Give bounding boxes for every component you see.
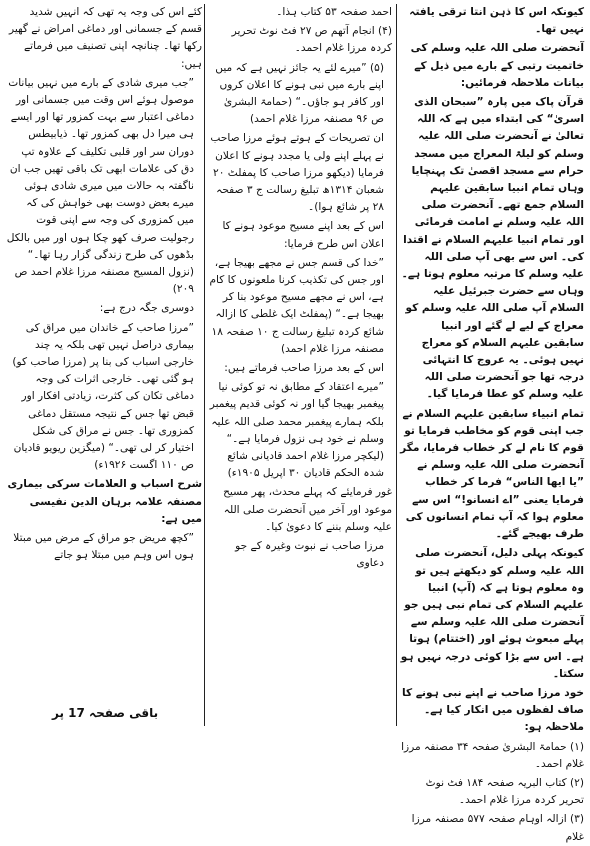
paragraph: کیونکہ اس کا ذہن انتا ترقی یافتہ نہیں تھا۔ [409,6,584,36]
quote-paragraph: ”مرزا صاحب کے خاندان میں مراق کی بیماری دراصل نہیں تھی بلکہ یہ چند خارجی اسباب کی بنا پر (مرزا صاحب کو) ہو گئی تھی۔ خارجی اثرات کی وجہ دماغی تکان کی کثرت، زیادتی افکار اور قبض تھا جس کے نتیجہ مستقل دماغی کمزوری تھا۔ جس نے مراق کی شکل اختیار کر لی تھی۔“ (میگزین ریویو قادیان ص ۱۱۰ اگست ۱۹۲۶ء) [12,321,194,472]
column-divider-left [204,4,205,726]
quote-paragraph: ”کچھ مریض جو مراق کے مرض میں مبتلا ہوں اس وہم میں مبتلا ہو جاتے [13,532,194,562]
right-column [400,4,584,843]
quote-paragraph: ”میرے اعتقاد کے مطابق نہ تو کوئی نیا پیغمبر بھیجا گیا اور نہ کوئی قدیم پیغمبر بلکہ ہمارے پیغمبر محمد صلی اللہ علیہ وسلم نے خود ہی نزول فرمایا ہے۔“ (لیکچر مرزا غلام احمد قادیانی شائع شدہ الحکم قادیان ۳۰ اپریل ۱۹۰۵ء) [209,381,384,480]
left-column [6,4,202,728]
paragraph: اس کے بعد مرزا صاحب فرماتے ہیں: [224,362,384,375]
reference-item: (۴) انجام آتھم ص ۲۷ فٹ نوٹ تحریر کردہ مرزا غلام احمد۔ [231,25,392,55]
paragraph: مرزا صاحب نے نبوت وغیرہ کے جو دعاوی [235,540,384,570]
quote-paragraph: ”خدا کی قسم جس نے مجھے بھیجا ہے، اور جس کی تکذیب کرنا ملعونوں کا کام ہے، اس نے مجھے مسیح موعود بنا کر بھیجا ہے۔“ (پمفلٹ ایک غلطی کا ازالہ شائع کردہ تبلیغ رسالت ج ۱۰ صفحہ ۱۸ مصنفہ مرزا غلام احمد) [209,256,384,355]
middle-column [208,4,392,728]
paragraph: تمام انبیاء سابقین علیہم السلام نے جب اپنی قوم کو مخاطب فرمایا تو قوم کا نام لے کر خطاب فرمایا، مگر آنحضرت صلی اللہ علیہ وسلم نے ”یا ایھا الناس“ فرما کر خطاب فرمایا یعنی ”اے انسانو!“ اس سے معلوم ہوا کہ آپ تمام انسانوں کی طرف بھیجے گئے۔ [400,407,584,541]
reference-item: (۱) حمامۃ البشریٰ صفحہ ۳۴ مصنفہ مرزا غلام احمد۔ [401,740,584,770]
paragraph: غور فرمایئے کہ پہلے محدث، پھر مسیح موعود اور آخر میں آنحضرت صلی اللہ علیہ وسلم بننے کا دعویٰ کیا۔ [223,486,392,533]
column-divider-right [396,4,397,726]
paragraph: کیونکہ پہلی دلیل، آنحضرت صلی اللہ علیہ وسلم کو دیکھتے ہیں تو وہ معلوم ہوتا ہے کہ (آپ) انبیا علیہم السلام کی تمام نبی ہیں جو آنحضرت صلی اللہ علیہ وسلم سے پہلے مبعوث ہوئے اور (اختتام) ہوتا ہے۔ اس سے بڑا کوئی درجہ نہیں ہو سکتا۔ [400,547,584,680]
reference-item: (۲) کتاب البریہ صفحہ ۱۸۴ فٹ نوٹ تحریر کردہ مرزا غلام احمد۔ [425,776,584,807]
quote-paragraph: ”جب میری شادی کے بارے میں نہیں بیانات موصول ہوئے اس وقت میں جسمانی اور دماغی اعتبار سے بہت کمزور تھا اور ایسے ہی میرا دل بھی کمزور تھا۔ ذیابیطس دوران سر اور قلبی تکلیف کے علاوہ تپ دق کی علامات ابھی تک باقی تھیں جب ان ناگفتہ بہ حالات میں میری شادی ہوئی میرے بعض دوست بھی خواہش کی کہ میں کمزوری کی وجہ سے اپنی قوت رجولیت صرف کھو چکا ہوں اور میں بالکل بڈھوں کی طرح زندگی گزار رہا تھا۔“ (نزول المسیح مصنفہ مرزا غلام احمد ص ۲۰۹) [6,76,194,296]
paragraph: خود مرزا صاحب نے اپنے نبی ہونے کا صاف لفظوں میں انکار کیا ہے۔ ملاحظہ ہو: [402,686,584,734]
reference-item: (۳) ازالہ اوہام صفحہ ۵۷۷ مصنفہ مرزا غلام [411,813,584,843]
paragraph: اس کے بعد اپنے مسیح موعود ہونے کا اعلان اس طرح فرمایا: [222,220,384,250]
paragraph: قرآن پاک میں پارہ ”سبحان الذی اسریٰ“ کی ابتداء میں ہے کہ اللہ تعالیٰ نے آنحضرت صلی اللہ علیہ وسلم کو لیلۃ المعراج میں مسجد حرام سے مسجد اقصیٰ تک پہنچایا وہاں تمام انبیا سابقین علیہم السلام جمع تھے۔ آنحضرت صلی اللہ علیہ وسلم نے امامت فرمائی اور تمام انبیا علیہم السلام نے اقتدا کی۔ اس سے بھی آپ صلی اللہ علیہ وسلم کا مرتبہ معلوم ہوتا ہے۔ وہاں سے حضرت جبرئیل علیہ السلام آپ صلی اللہ علیہ وسلم کو معراج کے لیے لے گئے اور انبیا سابقین علیہم السلام کو معراج نہیں ہوئی۔ یہ عروج کا انتہائی درجہ تھا جو آنحضرت صلی اللہ علیہ وسلم کو عطا فرمایا گیا۔ [401,96,584,401]
paragraph: کئے اس کی وجہ یہ تھی کہ انہیں شدید قسم کے جسمانی اور دماغی امراض نے گھیر رکھا تھا۔ چنانچہ اپنی تصنیف میں فرماتے ہیں: [8,6,202,70]
paragraph: شرح اسباب و العلامات سرکی بیماری مصنفہ علامہ برہان الدین نفیسی میں ہے: [7,478,202,525]
continued-on-page-note: باقی صفحہ 17 پر [52,706,159,720]
quote-paragraph: (۵) ”میرے لئے یہ جائز نہیں ہے کہ میں اپنے بارے میں نبی ہونے کا اعلان کروں اور کافر ہو جاؤں۔“ (حمامۃ البشریٰ ص ۹۶ مصنفہ مرزا غلام احمد) [215,61,384,126]
paragraph: دوسری جگہ درج ہے: [99,302,194,315]
paragraph: ان تصریحات کے ہوتے ہوئے مرزا صاحب نے پہلے اپنے ولی یا مجدد ہونے کا اعلان فرمایا (دیکھو مرزا صاحب کا پمفلٹ ۲۰ شعبان ۱۳۱۴ھ تبلیغ رسالت ج ۳ صفحہ ۲۸ پر شائع ہوا)۔ [210,132,384,214]
paragraph: احمد صفحہ ۵۳ کتاب ہذا۔ [276,6,392,18]
paragraph: آنحضرت صلی اللہ علیہ وسلم کی خاتمیت رتبی کے بارے میں ذیل کے بیانات ملاحظہ فرمائیں: [410,42,584,89]
